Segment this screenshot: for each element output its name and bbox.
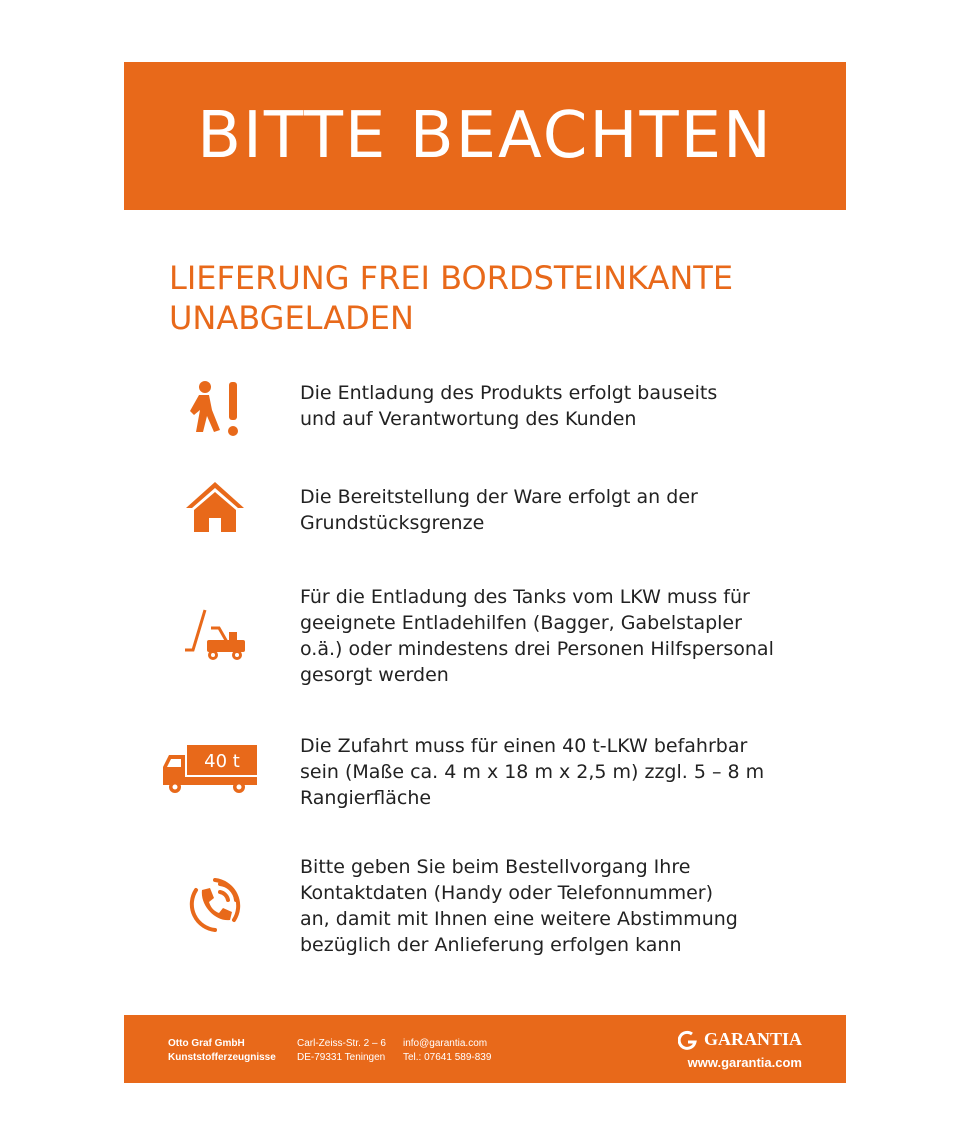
- notice-item-contact: [160, 854, 850, 964]
- notice-text-unloading: Die Entladung des Produkts erfolgt bauseits und auf Verantwortung des Kunden: [300, 382, 718, 430]
- notice-item-unloading: [160, 380, 850, 440]
- forklift-icon: [160, 606, 270, 662]
- notice-text-access: Die Zufahrt muss für einen 40 t-LKW befahrbar sein (Maße ca. 4 m x 18 m x 2,5 m) zzgl. 5 – 8 m Rangierfläche: [300, 735, 765, 809]
- subtitle-line-1: LIEFERUNG FREI BORDSTEINKANTE: [169, 259, 734, 297]
- footer-email[interactable]: info@garantia.com: [403, 1038, 488, 1049]
- notice-item-unloading-aids: [160, 584, 850, 694]
- notice-item-access: [160, 733, 850, 813]
- notice-text-contact: Bitte geben Sie beim Bestellvorgang Ihre Kontaktdaten (Handy oder Telefonnummer) an, damit mit Ihnen eine weitere Abstimmung bezüglich der Anlieferung erfolgen kann: [300, 856, 738, 956]
- page-title: BITTE BEACHTEN: [197, 99, 773, 173]
- footer-contact: [403, 1037, 491, 1065]
- footer-website[interactable]: www.garantia.com: [687, 1055, 802, 1070]
- header-banner: [124, 62, 846, 210]
- house-icon: [160, 480, 270, 534]
- footer-bar: [124, 1015, 846, 1083]
- brand-name: GARANTIA: [703, 1029, 802, 1049]
- footer-address: Carl-Zeiss-Str. 2 – 6 DE-79331 Teningen: [297, 1038, 386, 1063]
- truck-badge: 40 t: [204, 751, 240, 772]
- subtitle: [169, 258, 849, 338]
- phone-icon: [160, 876, 270, 934]
- subtitle-line-2: UNABGELADEN: [169, 299, 414, 337]
- footer-company: Otto Graf GmbH Kunststofferzeugnisse: [168, 1038, 276, 1063]
- pedestrian-warning-icon: [160, 380, 270, 438]
- notice-text-unloading-aids: Für die Entladung des Tanks vom LKW muss für geeignete Entladehilfen (Bagger, Gabelstapler o.ä.) oder mindestens drei Personen Hilfspersonal gesorgt werden: [300, 586, 774, 686]
- brand-logo: [678, 1029, 802, 1050]
- garantia-logo-icon: [678, 1030, 698, 1050]
- truck-icon: [156, 743, 266, 795]
- notice-text-property: Die Bereitstellung der Ware erfolgt an der Grundstücksgrenze: [300, 486, 698, 534]
- footer-phone: Tel.: 07641 589-839: [403, 1052, 492, 1063]
- notice-item-property: [160, 484, 850, 544]
